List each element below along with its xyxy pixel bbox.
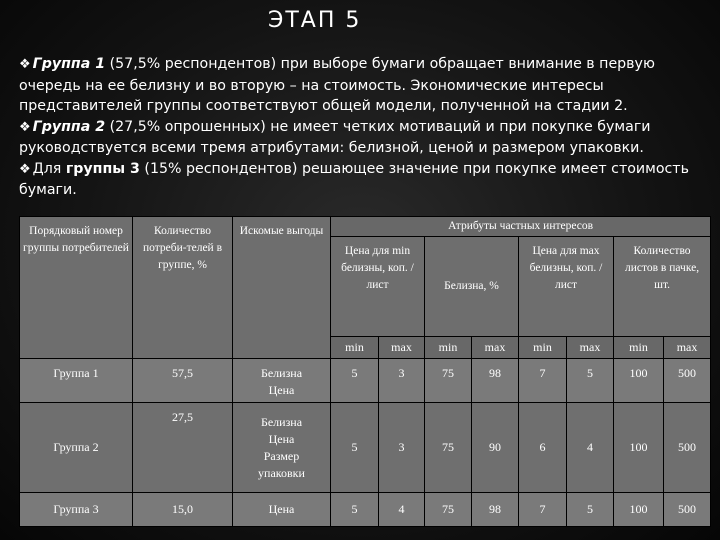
cell-value: 75 [425, 493, 472, 527]
bullet-lead: Группа 2 [32, 118, 106, 135]
cell-group: Группа 3 [20, 493, 133, 527]
cell-value: 4 [379, 493, 425, 527]
cell-value: 500 [664, 359, 711, 403]
cell-count: 57,5 [133, 359, 233, 403]
cell-value: 3 [379, 359, 425, 403]
bullet-lead: группы 3 [65, 160, 140, 177]
cell-value: 100 [614, 403, 664, 493]
subheader-min: min [331, 337, 379, 359]
table-row [20, 493, 711, 527]
subheader-max: max [379, 337, 425, 359]
header-sought-benefits: Искомые выгоды [233, 217, 331, 359]
benefit-item: Белизна [260, 366, 303, 380]
diamond-bullet-icon: ❖ [19, 119, 31, 135]
benefit-item: Цена [268, 383, 295, 397]
benefit-item: Размер [263, 448, 300, 463]
cell-value: 100 [614, 359, 664, 403]
bullet-text: (27,5% опрошенных) не имеет четких мотиваций и при покупке бумаги руководствуется всеми тремя атрибутами: белизной, ценой и размером упаковки. [19, 118, 651, 156]
cell-value: 98 [472, 493, 519, 527]
cell-value: 3 [379, 403, 425, 493]
cell-value: 5 [567, 359, 614, 403]
table-row [20, 403, 711, 493]
header-sheets-per-pack: Количество листов в пачке, шт. [614, 237, 711, 337]
benefit-item: Цена [268, 431, 295, 446]
subheader-min: min [519, 337, 567, 359]
subheader-min: min [614, 337, 664, 359]
diamond-bullet-icon: ❖ [19, 161, 31, 177]
table-row [20, 359, 711, 403]
cell-value: 90 [472, 403, 519, 493]
cell-benefits [233, 493, 331, 527]
cell-value: 75 [425, 359, 472, 403]
cell-value: 98 [472, 359, 519, 403]
subheader-max: max [567, 337, 614, 359]
diamond-bullet-icon: ❖ [19, 57, 31, 72]
cell-value: 500 [664, 493, 711, 527]
benefit-item: Белизна [260, 414, 303, 429]
cell-benefits [233, 403, 331, 493]
bullet-item-group-1 [19, 54, 709, 117]
bullet-lead: Группа 1 [32, 56, 106, 72]
cell-value: 4 [567, 403, 614, 493]
segments-table [19, 216, 711, 527]
cell-value: 7 [519, 493, 567, 527]
subheader-max: max [472, 337, 519, 359]
header-price-max-whiteness: Цена для max белизны, коп. / лист [519, 237, 614, 337]
cell-value: 100 [614, 493, 664, 527]
cell-value: 5 [331, 403, 379, 493]
cell-count: 15,0 [133, 493, 233, 527]
bullet-text: (15% респондентов) решающее значение при покупке имеет стоимость бумаги. [19, 160, 689, 198]
header-count: Количество потреби-телей в группе, % [133, 217, 233, 359]
cell-value: 7 [519, 359, 567, 403]
cell-value: 500 [664, 403, 711, 493]
cell-group: Группа 1 [20, 359, 133, 403]
cell-group: Группа 2 [20, 403, 133, 493]
cell-value: 5 [331, 359, 379, 403]
cell-value: 5 [331, 493, 379, 527]
subheader-max: max [664, 337, 711, 359]
cell-count: 27,5 [133, 403, 233, 493]
slide-title: ЭТАП 5 [268, 8, 362, 33]
bullet-pre: Для [32, 160, 66, 177]
cell-benefits [233, 359, 331, 403]
cell-value: 75 [425, 403, 472, 493]
bullet-list [19, 54, 709, 201]
bullet-item-group-2 [19, 117, 709, 159]
header-price-min-whiteness: Цена для min белизны, коп. / лист [331, 237, 425, 337]
bullet-text: (57,5% респондентов) при выборе бумаги обращает внимание в первую очередь на ее белизну и во вторую – на стоимость. Экономические интересы представителей группы соответствуют общей модели, полученной на стадии 2. [19, 56, 655, 114]
header-attributes: Атрибуты частных интересов [331, 217, 711, 237]
header-group-no: Порядковый номер группы потребителей [20, 217, 133, 359]
cell-value: 6 [519, 403, 567, 493]
subheader-min: min [425, 337, 472, 359]
benefit-item: упаковки [258, 465, 305, 480]
bullet-item-group-3 [19, 159, 709, 201]
benefit-item: Цена [268, 502, 295, 516]
cell-value: 5 [567, 493, 614, 527]
header-whiteness: Белизна, % [425, 237, 519, 337]
